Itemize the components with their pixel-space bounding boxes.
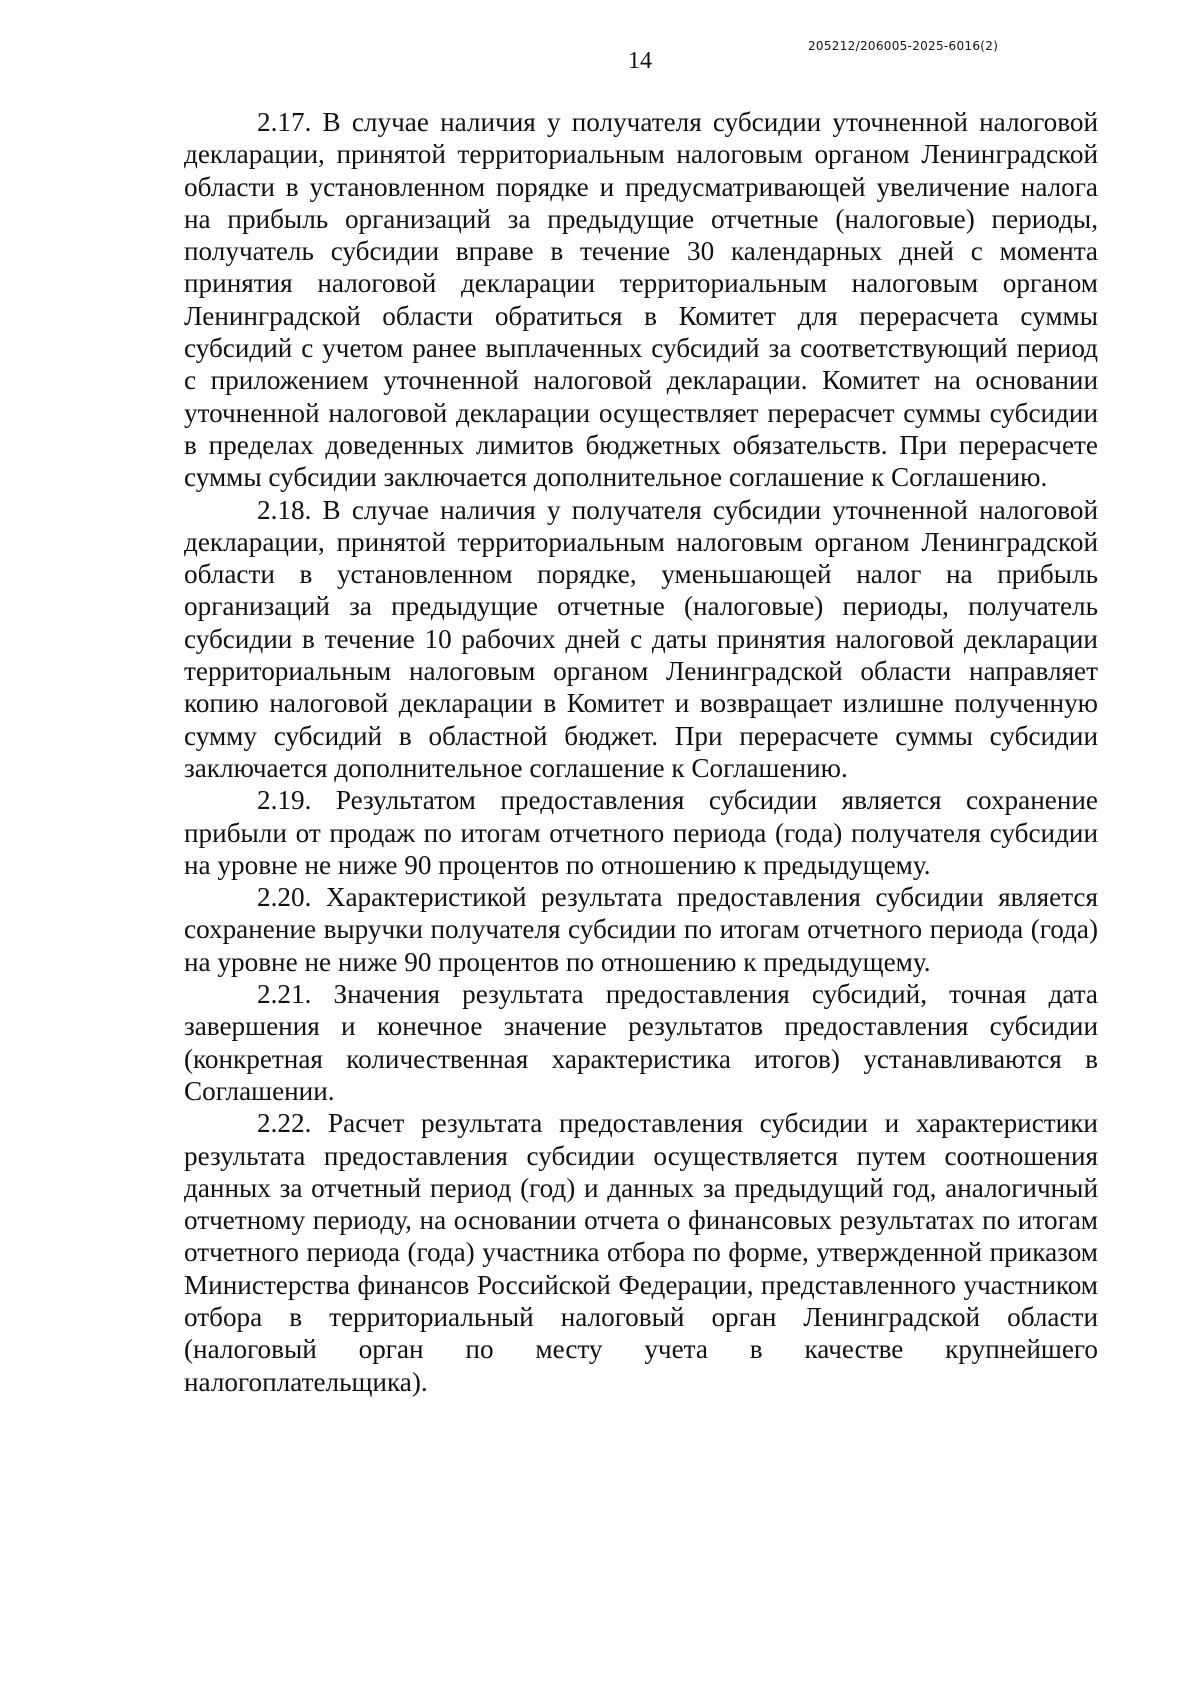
paragraph-2-20: 2.20. Характеристикой результата предоставления субсидии является сохранение выручки получателя субсидии по итогам отчетного периода (года) на уровне не ниже 90 процентов по отношению к предыдущему. — [184, 882, 1098, 977]
paragraph-2-18: 2.18. В случае наличия у получателя субсидии уточненной налоговой декларации, принятой территориальным налоговым органом Ленинградской области в установленном порядке, уменьшающей налог на прибыль организаций за предыдущие отчетные (налоговые) периоды, получатель субсидии в течение 10 рабочих дней с даты принятия налоговой декларации территориальным налоговым органом Ленинградской области направляет копию налоговой декларации в Комитет и возвращает излишне полученную сумму субсидий в областной бюджет. При перерасчете суммы субсидии заключается дополнительное соглашение к Соглашению. — [184, 494, 1098, 783]
document-body — [184, 106, 1098, 1398]
page-number: 14 — [628, 48, 652, 74]
document-id: 205212/206005-2025-6016(2) — [808, 39, 999, 53]
paragraph-2-21: 2.21. Значения результата предоставления субсидий, точная дата завершения и конечное значение результатов предоставления субсидии (конкретная количественная характеристика итогов) устанавливаются в Соглашении. — [184, 979, 1098, 1106]
paragraph-2-22: 2.22. Расчет результата предоставления субсидии и характеристики результата предоставления субсидии осуществляется путем соотношения данных за отчетный период (год) и данных за предыдущий год, аналогичный отчетному периоду, на основании отчета о финансовых результатах по итогам отчетного периода (года) участника отбора по форме, утвержденной приказом Министерства финансов Российской Федерации, представленного участником отбора в территориальный налоговый орган Ленинградской области (налоговый орган по месту учета в качестве крупнейшего налогоплательщика). — [184, 1108, 1098, 1397]
paragraph-2-17: 2.17. В случае наличия у получателя субсидии уточненной налоговой декларации, принятой территориальным налоговым органом Ленинградской области в установленном порядке и предусматривающей увеличение налога на прибыль организаций за предыдущие отчетные (налоговые) периоды, получатель субсидии вправе в течение 30 календарных дней с момента принятия налоговой декларации территориальным налоговым органом Ленинградской области обратиться в Комитет для перерасчета суммы субсидий с учетом ранее выплаченных субсидий за соответствующий период с приложением уточненной налоговой декларации. Комитет на основании уточненной налоговой декларации осуществляет перерасчет суммы субсидии в пределах доведенных лимитов бюджетных обязательств. При перерасчете суммы субсидии заключается дополнительное соглашение к Соглашению. — [184, 107, 1098, 493]
paragraph-2-19: 2.19. Результатом предоставления субсидии является сохранение прибыли от продаж по итогам отчетного периода (года) получателя субсидии на уровне не ниже 90 процентов по отношению к предыдущему. — [184, 785, 1098, 880]
